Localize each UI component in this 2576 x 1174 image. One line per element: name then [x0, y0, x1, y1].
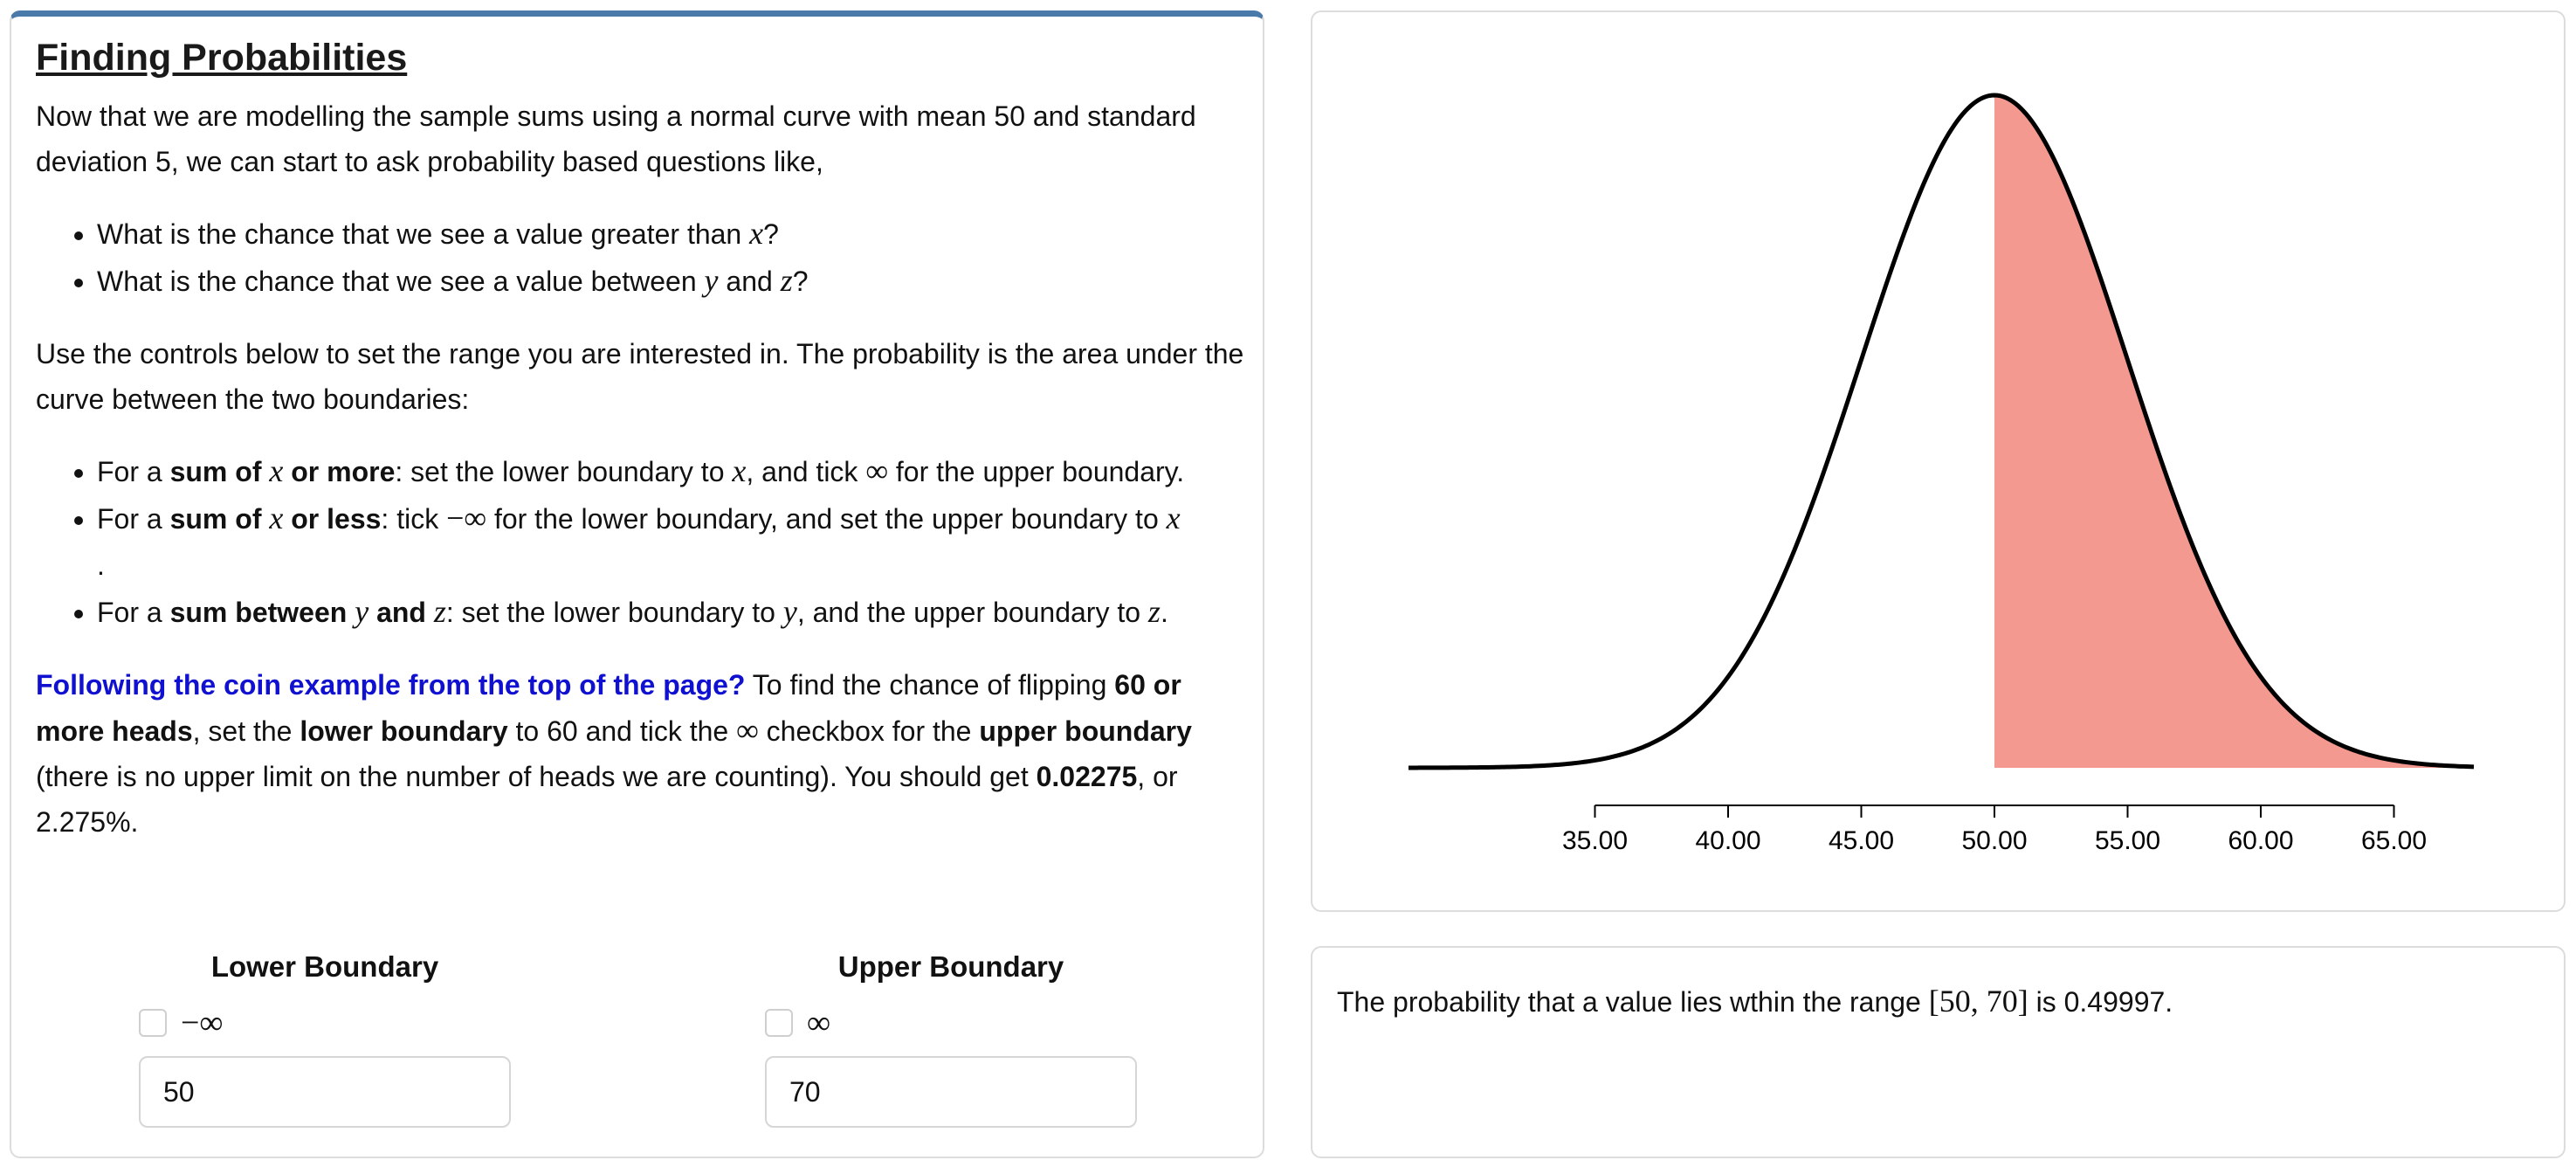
normal-curve [1409, 95, 2474, 768]
chart-panel [1311, 10, 2566, 912]
x-tick-label: 45.00 [1828, 826, 1895, 855]
intro-paragraph: Now that we are modelling the sample sums using a normal curve with mean 50 and standard deviation 5, we can start to ask probability based questions like, [36, 100, 1196, 177]
controls-intro-paragraph: Use the controls below to set the range you are interested in. The probability is the area under the curve between the two boundaries: [36, 337, 1244, 415]
x-tick-label: 40.00 [1695, 826, 1761, 855]
infinity-checkbox[interactable] [765, 1009, 793, 1037]
lower-boundary-control [139, 950, 511, 1128]
infinity-label: ∞ [807, 1005, 831, 1041]
result-panel [1311, 946, 2566, 1158]
list-item: • What is the chance that we see a value between y and z? [97, 258, 1251, 305]
result-range: [50, 70] [1928, 984, 2028, 1019]
neg-infinity-checkbox[interactable] [139, 1009, 167, 1037]
x-tick-label: 55.00 [2094, 826, 2161, 855]
x-tick-label: 65.00 [2360, 826, 2428, 855]
result-suffix: is 0.49997. [2028, 986, 2173, 1018]
rules-list [36, 448, 1251, 636]
infinity-row [765, 1002, 1137, 1044]
question-list [36, 211, 1251, 305]
list-item: • For a sum between y and z: set the lower boundary to y, and the upper boundary to z. [97, 589, 1251, 636]
probability-result [1337, 978, 2173, 1025]
x-tick-label: 60.00 [2228, 826, 2294, 855]
upper-boundary-heading: Upper Boundary [837, 950, 1064, 983]
coin-example-paragraph: Following the coin example from the top of the page? To find the chance of flipping 60 or more heads, set the lower boundary to 60 and tick the ∞ checkbox for the upper boundary (there is no upper limit on the number of heads we are counting). You should get 0.02275, or 2.275%. [36, 668, 1192, 838]
explanation-content [36, 36, 1251, 871]
x-axis-ticks [1562, 805, 2427, 855]
list-item: • For a sum of x or less: tick −∞ for the lower boundary, and set the upper boundary to x . [97, 495, 1251, 589]
neg-infinity-row [139, 1002, 511, 1044]
neg-infinity-label: −∞ [181, 1005, 224, 1041]
lower-boundary-heading: Lower Boundary [210, 950, 439, 983]
list-item: • What is the chance that we see a value greater than x? [97, 211, 1251, 258]
x-tick-label: 50.00 [1961, 826, 2028, 855]
list-item: • For a sum of x or more: set the lower boundary to x, and tick ∞ for the upper boundary. [97, 448, 1251, 495]
page-title: Finding Probabilities [36, 37, 408, 79]
upper-boundary-input[interactable] [765, 1056, 1137, 1128]
upper-boundary-control [765, 950, 1137, 1128]
x-tick-label: 35.00 [1561, 826, 1629, 855]
normal-curve-chart [1312, 12, 2564, 910]
lower-boundary-input[interactable] [139, 1056, 511, 1128]
explanation-panel [10, 10, 1264, 1158]
coin-example-link[interactable]: Following the coin example from the top of the page? [36, 668, 746, 701]
result-prefix: The probability that a value lies wthin the range [1337, 986, 1929, 1018]
shaded-area [1994, 95, 2474, 768]
